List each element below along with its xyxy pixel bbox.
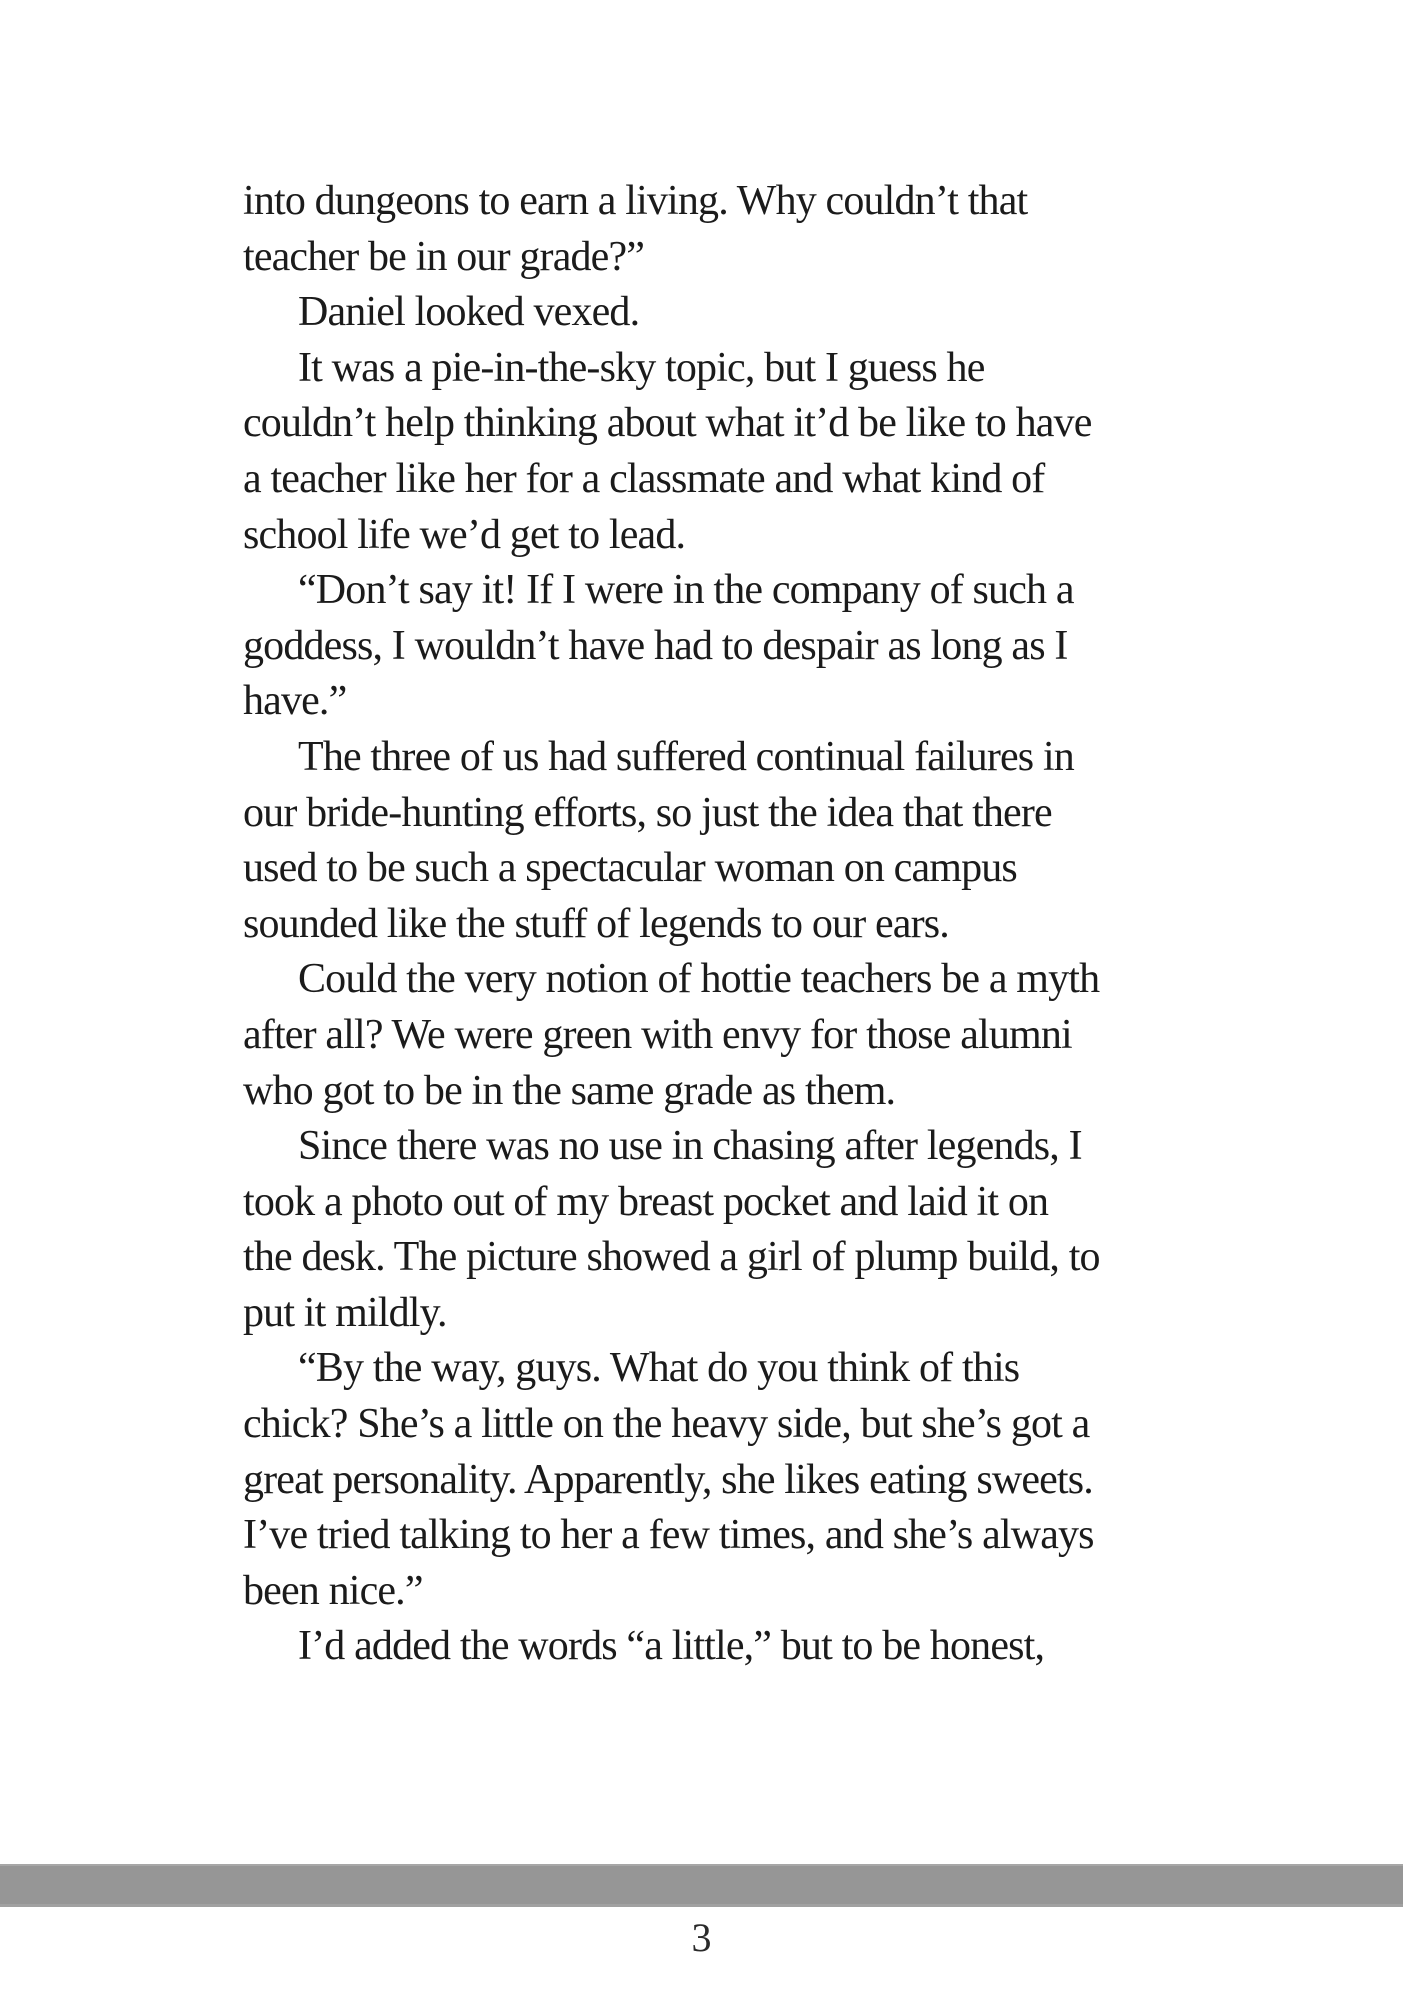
text-line: put it mildly. [243, 1289, 447, 1336]
text-line: after all? We were green with envy for those alumni [243, 1011, 1072, 1058]
page-number: 3 [691, 1915, 712, 1960]
text-line: a teacher like her for a classmate and what kind of [243, 455, 1045, 502]
text-line: have.” [243, 678, 347, 725]
text-line: our bride-hunting efforts, so just the idea that there [243, 789, 1052, 836]
footer-bar [0, 1864, 1403, 1907]
text-line: great personality. Apparently, she likes eating sweets. [243, 1456, 1093, 1503]
body-text [243, 174, 1253, 1675]
text-line: goddess, I wouldn’t have had to despair as long as I [243, 622, 1068, 669]
text-line: chick? She’s a little on the heavy side, but she’s got a [243, 1401, 1090, 1448]
text-line: who got to be in the same grade as them. [243, 1067, 896, 1114]
text-line: It was a pie-in-the-sky topic, but I guess he [298, 344, 985, 391]
text-line: I’d added the words “a little,” but to be honest, [298, 1623, 1045, 1670]
text-line: school life we’d get to lead. [243, 511, 686, 558]
text-line: Could the very notion of hottie teachers be a myth [298, 956, 1100, 1003]
text-line: the desk. The picture showed a girl of plump build, to [243, 1234, 1100, 1281]
text-line: took a photo out of my breast pocket and laid it on [243, 1178, 1049, 1225]
text-line: Daniel looked vexed. [298, 289, 640, 336]
text-line: teacher be in our grade?” [243, 233, 645, 280]
text-line: Since there was no use in chasing after legends, I [298, 1123, 1082, 1170]
text-line: sounded like the stuff of legends to our ears. [243, 900, 949, 947]
text-line: “By the way, guys. What do you think of this [298, 1345, 1020, 1392]
text-line: used to be such a spectacular woman on campus [243, 845, 1017, 892]
text-line: into dungeons to earn a living. Why couldn’t that [243, 178, 1028, 224]
text-line: couldn’t help thinking about what it’d be like to have [243, 400, 1092, 447]
text-line: The three of us had suffered continual failures in [298, 733, 1074, 780]
text-line: I’ve tried talking to her a few times, and she’s always [243, 1512, 1094, 1559]
text-line: “Don’t say it! If I were in the company of such a [298, 567, 1074, 614]
text-line: been nice.” [243, 1567, 423, 1614]
